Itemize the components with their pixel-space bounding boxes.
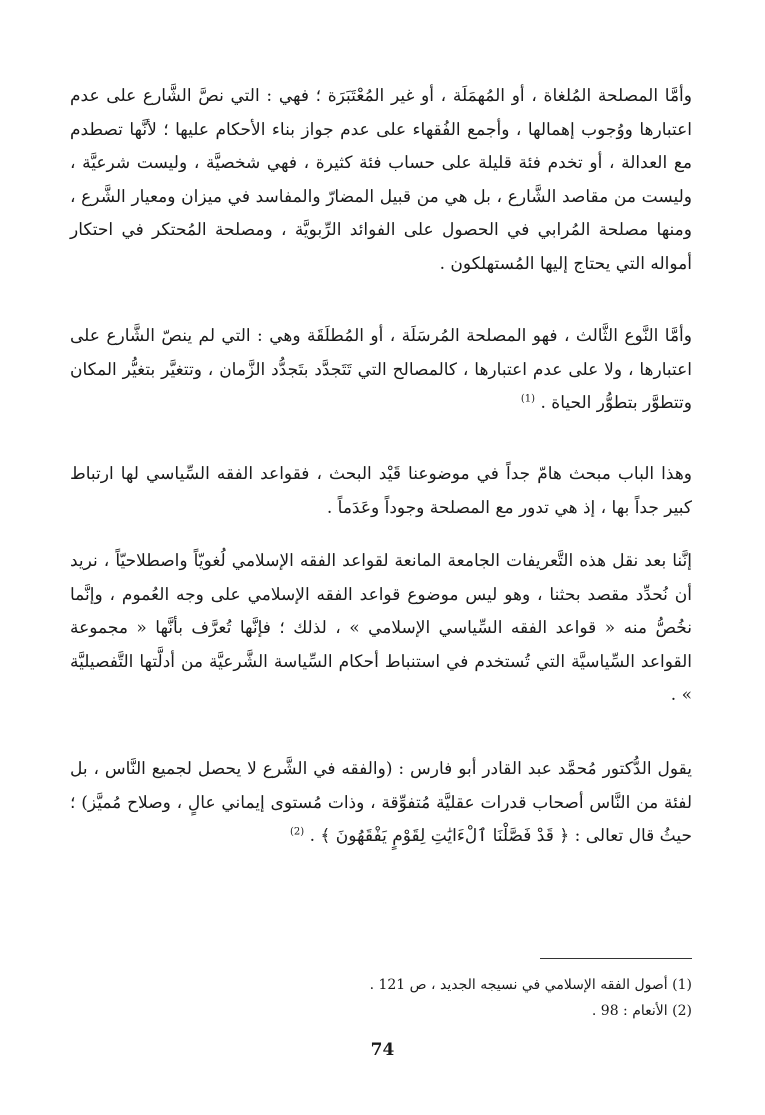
footnotes: [70, 972, 692, 1024]
footnote-1: (1) أصول الفقه الإسلامي في نسيجه الجديد ، ص 121 .: [369, 977, 692, 993]
paragraph-3: [70, 458, 692, 525]
footnote-ref-1: (1): [520, 393, 536, 405]
paragraph-5-text: يقول الدُّكتور مُحمَّد عبد القادر أبو فارس : (والفقه في الشَّرع لا يحصل لجميع النَّاس ، بل لفئة من النَّاس أصحاب قدرات عقليَّة مُتفوِّقة ، وذات مُستوى إيماني عالٍ ، وصلاح مُميَّز) ؛ حيثُ قال تعالى : ﴿ قَدْ فَصَّلْنَا ٱلْءَايَٰتِ لِقَوْمٍ يَفْقَهُونَ ﴾ .: [70, 759, 692, 846]
footnote-ref-2: (2): [290, 826, 305, 838]
footnote-2: (2) الأنعام : 98 .: [591, 1003, 692, 1019]
page-number: 74: [370, 1040, 395, 1060]
paragraph-3-text: وهذا الباب مبحث هامّ جداً في موضوعنا قَيْد البحث ، فقواعد الفقه السِّياسي لها ارتباط كبير جداً بها ، إذ هي تدور مع المصلحة وجوداً وعَدَماً .: [70, 464, 692, 518]
paragraph-1: [70, 80, 692, 281]
paragraph-4: [70, 545, 692, 713]
footnote-separator: [540, 958, 692, 959]
paragraph-4-text: إنَّنا بعد نقل هذه التَّعريفات الجامعة المانعة لقواعد الفقه الإسلامي لُغويّاً واصطلاحيّاً ، نريد أن نُحدِّد مقصد بحثنا ، وهو ليس موضوع قواعد الفقه الإسلامي على وجه العُموم ، وإنَّما نخُصُّ منه « قواعد الفقه السِّياسي الإسلامي » ، لذلك ؛ فإنَّها تُعرَّف بأنَّها « مجموعة القواعد السِّياسيَّة التي تُستخدم في استنباط أحكام السِّياسة الشَّرعيَّة من أدلَّتها التَّفصيليَّة » .: [70, 551, 692, 705]
paragraph-5: [70, 753, 692, 854]
paragraph-2: [70, 320, 692, 421]
paragraph-1-text: وأمَّا المصلحة المُلغاة ، أو المُهمَلَة ، أو غير المُعْتَبَرَة ؛ فهي : التي نصَّ الشَّارع على عدم اعتبارها ووُجوب إهمالها ، وأجمع الفُقهاء على عدم جواز بناء الأحكام عليها ؛ لأنَّها تصطدم مع العدالة ، أو تخدم فئة قليلة على حساب فئة كثيرة ، فهي شخصيَّة ، وليست شرعيَّة ، وليست من مقاصد الشَّارع ، بل هي من قبيل المضارّ والمفاسد في ميزان ومعيار الشَّرع ، ومنها مصلحة المُرابي في الحصول على الفوائد الرِّبويَّة ، ومصلحة المُحتكر في احتكار أمواله التي يحتاج إليها المُستهلكون .: [70, 86, 693, 274]
paragraph-2-text: وأمَّا النَّوع الثَّالث ، فهو المصلحة المُرسَلَة ، أو المُطلَقَة وهي : التي لم ينصّ الشَّارع على اعتبارها ، ولا على عدم اعتبارها ، كالمصالح التي تَتَجدَّد بتَجدُّد الزَّمان ، وتتغيَّر بتغيُّر المكان وتتطوَّر بتطوُّر الحياة .: [70, 326, 692, 413]
